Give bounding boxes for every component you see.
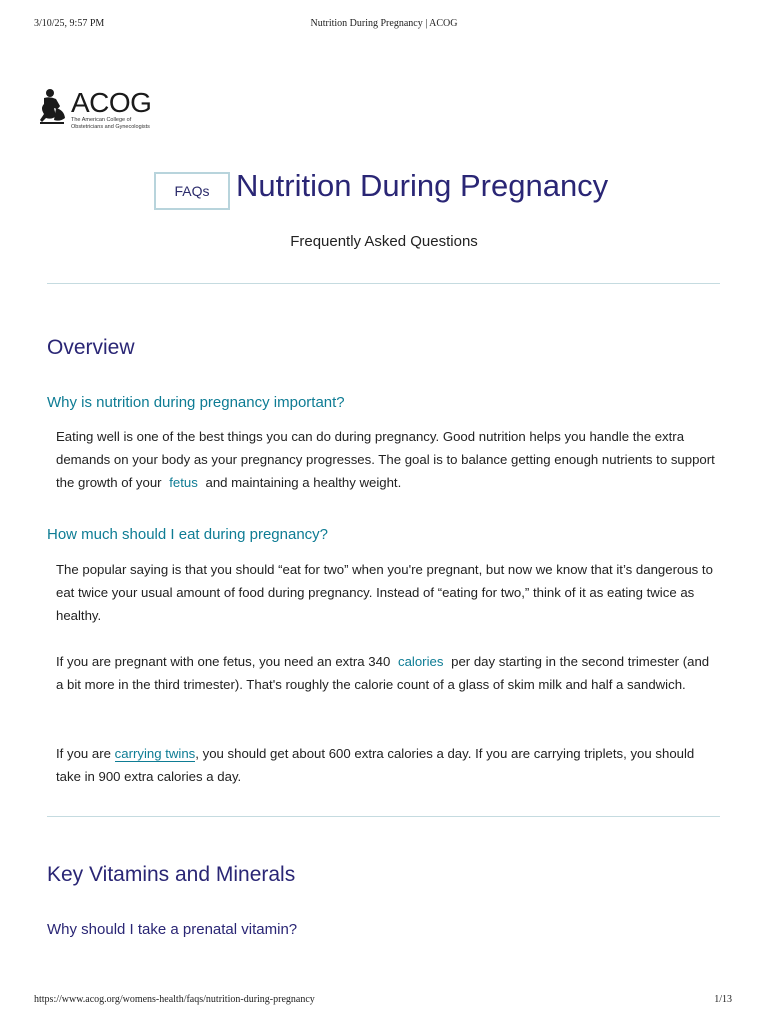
- faqs-badge: FAQs: [154, 172, 230, 210]
- carrying-twins-link[interactable]: carrying twins: [114, 746, 196, 761]
- page-subtitle: Frequently Asked Questions: [290, 233, 478, 250]
- answer-calories: [56, 650, 716, 696]
- section-title-vitamins: Key Vitamins and Minerals: [47, 863, 296, 886]
- answer-twins: [56, 742, 716, 788]
- acog-emblem-icon: [38, 86, 68, 126]
- acog-logo[interactable]: [38, 86, 188, 136]
- divider: [47, 283, 720, 284]
- answer-text: If you are pregnant with one fetus, you need an extra 340: [56, 654, 391, 669]
- answer-text: Eating well is one of the best things you can do during pregnancy. Good nutrition helps you handle the extra demands on your body as your pregnancy progresses. The goal is to balance getting enough nutrients to support the growth of your: [56, 429, 715, 490]
- logo-subtitle-line2: Obstetricians and Gynecologists: [71, 124, 150, 130]
- answer-why-nutrition: [56, 425, 716, 494]
- question-why-nutrition: Why is nutrition during pregnancy important?: [47, 394, 345, 411]
- print-url: https://www.acog.org/womens-health/faqs/nutrition-during-pregnancy: [34, 994, 315, 1005]
- print-footer: [0, 994, 768, 1008]
- answer-text: If you are: [56, 746, 111, 761]
- answer-text: , you should get about 600 extra calories a day. If you are carrying triplets, you should take in 900 extra calories a day.: [56, 746, 695, 784]
- print-doc-title: Nutrition During Pregnancy | ACOG: [310, 18, 458, 29]
- calories-link[interactable]: calories: [397, 654, 444, 669]
- logo-subtitle: [71, 117, 191, 131]
- logo-wordmark: ACOG: [71, 87, 152, 118]
- divider: [47, 816, 720, 817]
- answer-text: per day starting in the second trimester (and a bit more in the third trimester). That's roughly the calorie count of a glass of skim milk and half a sandwich.: [56, 654, 710, 692]
- fetus-link[interactable]: fetus: [169, 475, 198, 490]
- section-title-overview: Overview: [47, 336, 135, 359]
- answer-text: and maintaining a healthy weight.: [205, 475, 402, 490]
- question-prenatal-vitamin: Why should I take a prenatal vitamin?: [47, 921, 298, 938]
- page-title: Nutrition During Pregnancy: [236, 168, 609, 203]
- question-how-much-eat: How much should I eat during pregnancy?: [47, 526, 329, 543]
- print-header: [0, 18, 768, 32]
- logo-subtitle-line1: The American College of: [71, 117, 132, 123]
- print-page-number: 1/13: [714, 994, 732, 1005]
- answer-eat-for-two: The popular saying is that you should “eat for two” when you're pregnant, but now we know that it’s dangerous to eat twice your usual amount of food during pregnancy. Instead of “eating for two,” think of it as eating twice as healthy.: [56, 562, 713, 623]
- print-datetime: 3/10/25, 9:57 PM: [34, 18, 105, 29]
